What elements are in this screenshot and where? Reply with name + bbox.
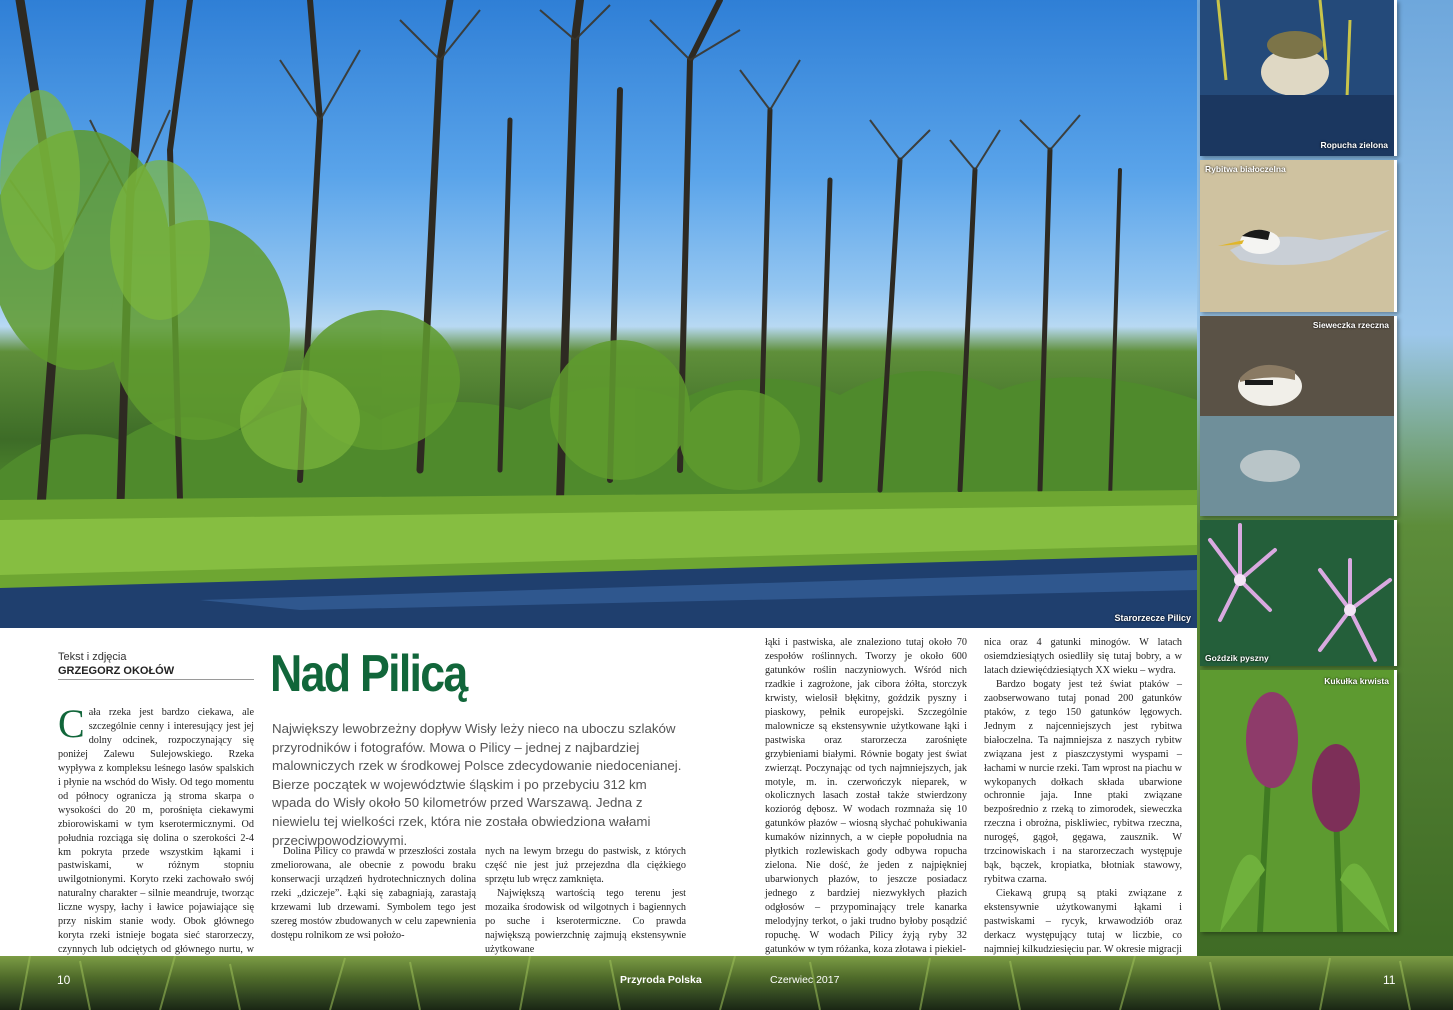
paragraph: Bardzo bogaty jest też świat ptaków – zaobserwowano tutaj ponad 200 gatunków ptaków, z tego 150 gatunków lęgowych. Jednym z najcenniejszych jest rybitwa białoczelna. Ta najmniejsza z naszych rybitw związana jest z piaszczystymi wyspami – łachami w nurcie rzeki. Tam wprost na piachu w wykopanych dołkach składa ubarwione ochronnie jaja. Inne ptaki związane bezpośrednio z rzeką to zimorodek, sieweczka rzeczna i obrożna, piskliwiec, rybitwa rzeczna, nurogęś, gągoł, gęgawa, zausznik. W trzcinowiskach i na starorzeczach występuje bąk, bączek, kropiatka, błotniak stawowy, rybitwa czarna. [984,678,1182,886]
paragraph: ała rzeka jest bardzo ciekawa, ale szczególnie cenny i interesujący jest jej dolny odcinek, rozpoczynający się poniżej Zalewu Sulejowskiego. Rzeka wypływa z kompleksu leśnego lasów spalskich i płynie na wschód do Wisły. Od tego momentu od północy ogranicza ją stroma skarpa o wysokości do 20 m, porośnięta ciekawymi zbiorowiskami w tym kserotermicznymi. Od południa rozciąga się dolina o szerokości 2-4 km pokryta przede wszystkim łąkami i pastwiskami, w różnym stopniu uwilgotnionymi. Koryto rzeki zachowało swój naturalny charakter – silnie meandruje, tworząc liczne wyspy, łachy i ławice pojawiające się przy niskim stanie wody. Obok głównego koryta rzeki istnieje bogata sieć starorzeczy, czynnych lub odciętych od głównego nurtu, w [58,707,254,956]
thumb-caption: Sieweczka rzeczna [1312,320,1389,330]
thumb-fringed-pink [1200,520,1397,666]
text-column-4 [765,636,967,957]
thumb-little-tern [1200,160,1397,312]
thumb-caption: Goździk pyszny [1205,653,1269,663]
article-title: Nad Pilicą [270,645,467,703]
text-column-3 [485,845,686,957]
thumb-caption: Kukułka krwista [1324,676,1389,686]
thumb-caption: Rybitwa białoczelna [1205,164,1286,174]
text-column-1 [58,701,254,971]
page-number-left: 10 [57,973,71,987]
dropcap: C [58,701,85,746]
paragraph: Dolina Pilicy co prawda w przeszłości została zmeliorowana, ale obecnie z powodu braku konserwacji urządzeń hydrotechnicznych dolina rzeki „dziczeje”. Łąki się zabagniają, zarastają krzewami lub drzewami. Symbolem tego jest szereg mostów zbudowanych w celu zapewnienia dostępu rolnikom ze wsi położo- [271,846,476,941]
paragraph: Ciekawą grupą są ptaki związane z ekstensywnie użytkowanymi łąkami i pastwiskami – rycyk, krwawodziób oraz derkacz występujący tutaj w liczbie, co najmniej kilkudziesięciu par. W okresie migracji [984,888,1182,955]
paragraph: łąki i pastwiska, ale znaleziono tutaj około 70 zespołów roślinnych. Tworzy je około 600 gatunków roślin naczyniowych. Wśród nich rzadkie i zagrożone, jak cibora żółta, storczyk krwisty, wielosił błękitny, goździk pyszny i piaskowy, pełnik europejski. Szczególnie malownicze są ekstensywnie użytkowane łąki i pastwiska oraz starorzecza zarośnięte grzybieniami białymi. Równie bogaty jest świat zwierząt. Poczynając od tych najmniejszych, jak motyle, m. in. czerwończyk nieparek, w okolicznych lasach został także stwierdzony kozioróg dębosz. W wodach rozmnaża się 10 gatunków płazów – wiosną słychać pohukiwania kumaków nizinnych, a w ciepłe popołudnia na płytkich rozlewiskach gody odbywa ropucha zielona. Nie dość, że jeden z najpiękniej ubarwionych płazów, to jeszcze posiadacz jednego z bardziej niezwykłych płazich odgłosów – przypominający trele kanarka melodyjny terkot, o jaki trudno byłoby posądzić ropuchę. W wodach Pilicy żyją ryby 32 gatunków w tym różanka, koza złotawa i piekiel- [765,637,967,955]
paragraph: Największą wartością tego terenu jest mozaika środowisk od wilgotnych i bagiennych po suche i kserotermiczne. Co prawda największą powierzchnię zajmują ekstensywnie użytkowane [485,887,686,955]
thumb-caption: Ropucha zielona [1320,140,1388,150]
text-column-2 [271,845,476,943]
byline-label: Tekst i zdjęcia [58,651,127,663]
footer-strip [0,956,1453,1010]
article-lead: Największy lewobrzeżny dopływ Wisły leży nieco na uboczu szlaków przyrodników i fotografów. Mowa o Pilicy – jednej z najbardziej malowniczych rzek w środkowej Polsce zdecydowanie niedocenianej. Bierze początek w województwie śląskim i po przebyciu 312 km wpada do Wisły około 50 kilometrów przed Warszawą. Jedna z niewielu tej wielkości rzek, która nie została obwiedziona wałami przeciwpowodziowymi. [272,721,682,848]
page-number-right: 11 [1383,973,1396,987]
photo-caption: Starorzecze Pilicy [1114,613,1191,623]
paragraph: nica oraz 4 gatunki minogów. W latach osiemdziesiątych osiedliły się tutaj bobry, a w latach dziewięćdziesiątych XX wieku – wydra. [984,637,1182,676]
thumb-green-toad [1200,0,1397,156]
thumb-blood-red-orchid [1200,670,1397,932]
thumb-little-ringed-plover [1200,316,1397,516]
byline-divider [58,679,254,680]
issue-date: Czerwiec 2017 [770,974,840,986]
magazine-name: Przyroda Polska [620,974,702,986]
paragraph: nych na lewym brzegu do pastwisk, z których część nie jest już przejezdna dla ciężkiego sprzętu lub wręcz zamknięta. [485,846,686,885]
text-column-5 [984,636,1182,985]
byline-author: GRZEGORZ OKOŁÓW [58,665,175,677]
